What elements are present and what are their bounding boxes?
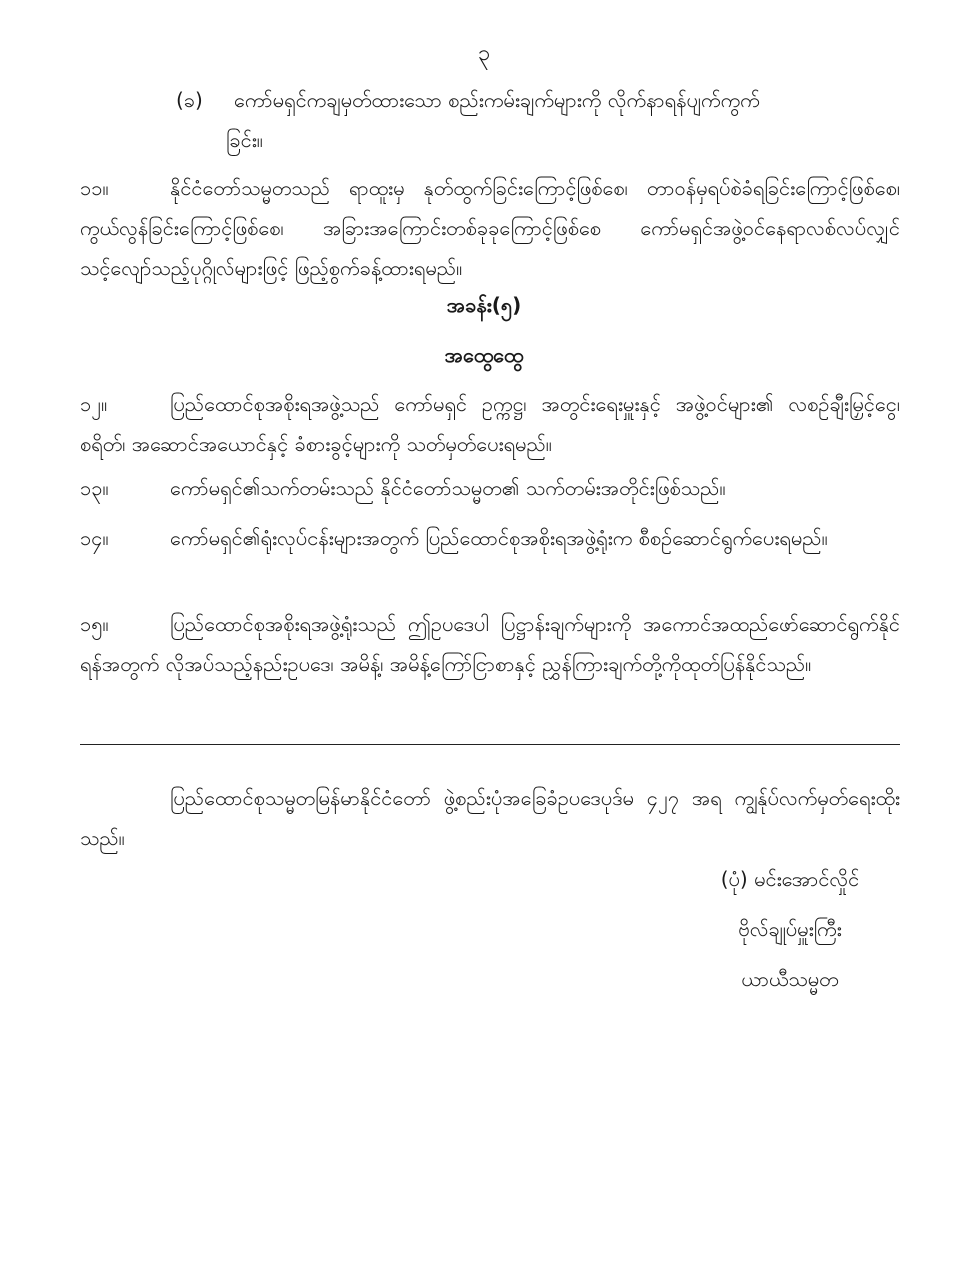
clause-continuation: ခြင်း။ (226, 128, 263, 152)
section-15 (80, 604, 900, 684)
clause-label: (ခ) (176, 88, 203, 112)
page-number: ၃ (477, 41, 491, 66)
section-12 (80, 384, 900, 464)
chapter-number: အခန်း(၅) (446, 293, 522, 317)
clause-item-a (176, 80, 900, 160)
section-text: ကော်မရှင်၏ရုံးလုပ်ငန်းများအတွက် ပြည်ထောင်စုအစိုးရအဖွဲ့ရုံးက စီစဉ်ဆောင်ရွက်ပေးရမည်။ (170, 526, 828, 550)
section-11 (80, 168, 900, 288)
horizontal-divider (80, 744, 900, 745)
signature-name: (ပုံ) မင်းအောင်လှိုင် (720, 867, 860, 891)
clause-text: ကော်မရှင်ကချမှတ်ထားသော စည်းကမ်းချက်များကို လိုက်နာရန်ပျက်ကွက် (234, 88, 760, 112)
section-text: ပြည်ထောင်စုအစိုးရအဖွဲ့သည် ကော်မရှင် ဥက္ကဋ္ဌ၊ အတွင်းရေးမှူးနှင့် အဖွဲ့ဝင်များ၏ လစဉ်ချီးမြှင့်ငွေ၊ စရိတ်၊ အဆောင်အယောင်နှင့် ခံစားခွင့်များကို သတ်မှတ်ပေးရမည်။ (80, 392, 900, 456)
section-number: ၁၅။ (80, 612, 109, 636)
signing-statement: ပြည်ထောင်စုသမ္မတမြန်မာနိုင်ငံတော် ဖွဲ့စည်းပုံအခြေခံဥပဒေပုဒ်မ ၄၂၇ အရ ကျွန်ုပ်လက်မှတ်ရေးထိုးသည်။ (80, 786, 900, 850)
section-text: နိုင်ငံတော်သမ္မတသည် ရာထူးမှ နုတ်ထွက်ခြင်းကြောင့်ဖြစ်စေ၊ တာဝန်မှရပ်စဲခံရခြင်းကြောင့်ဖြစ်စေ၊ ကွယ်လွန်ခြင်းကြောင့်ဖြစ်စေ၊ အခြားအကြောင်းတစ်ခုခုကြောင့်ဖြစ်စေ ကော်မရှင်အဖွဲ့ဝင်နေရာလစ်လပ်လျှင် သင့်လျော်သည့်ပုဂ္ဂိုလ်များဖြင့် ဖြည့်စွက်ခန့်ထားရမည်။ (80, 176, 900, 280)
section-number: ၁၄။ (80, 526, 109, 550)
section-14 (80, 518, 900, 558)
section-number: ၁၃။ (80, 476, 109, 500)
signature-title: ယာယီသမ္မတ (741, 967, 839, 991)
section-text: ပြည်ထောင်စုအစိုးရအဖွဲ့ရုံးသည် ဤဥပဒေပါ ပြဋ္ဌာန်းချက်များကို အကောင်အထည်ဖော်ဆောင်ရွက်နိုင်ရန်အတွက် လိုအပ်သည့်နည်းဥပဒေ၊ အမိန့်၊ အမိန့်ကြော်ငြာစာနှင့် ညွှန်ကြားချက်တို့ကိုထုတ်ပြန်နိုင်သည်။ (80, 612, 900, 676)
chapter-title: အထွေထွေ (444, 343, 524, 367)
section-text: ကော်မရှင်၏သက်တမ်းသည် နိုင်ငံတော်သမ္မတ၏ သက်တမ်းအတိုင်းဖြစ်သည်။ (170, 476, 726, 500)
section-number: ၁၂။ (80, 392, 108, 416)
section-number: ၁၁။ (80, 176, 109, 200)
signature-rank: ဗိုလ်ချုပ်မှူးကြီး (738, 917, 842, 941)
section-13 (80, 468, 900, 508)
